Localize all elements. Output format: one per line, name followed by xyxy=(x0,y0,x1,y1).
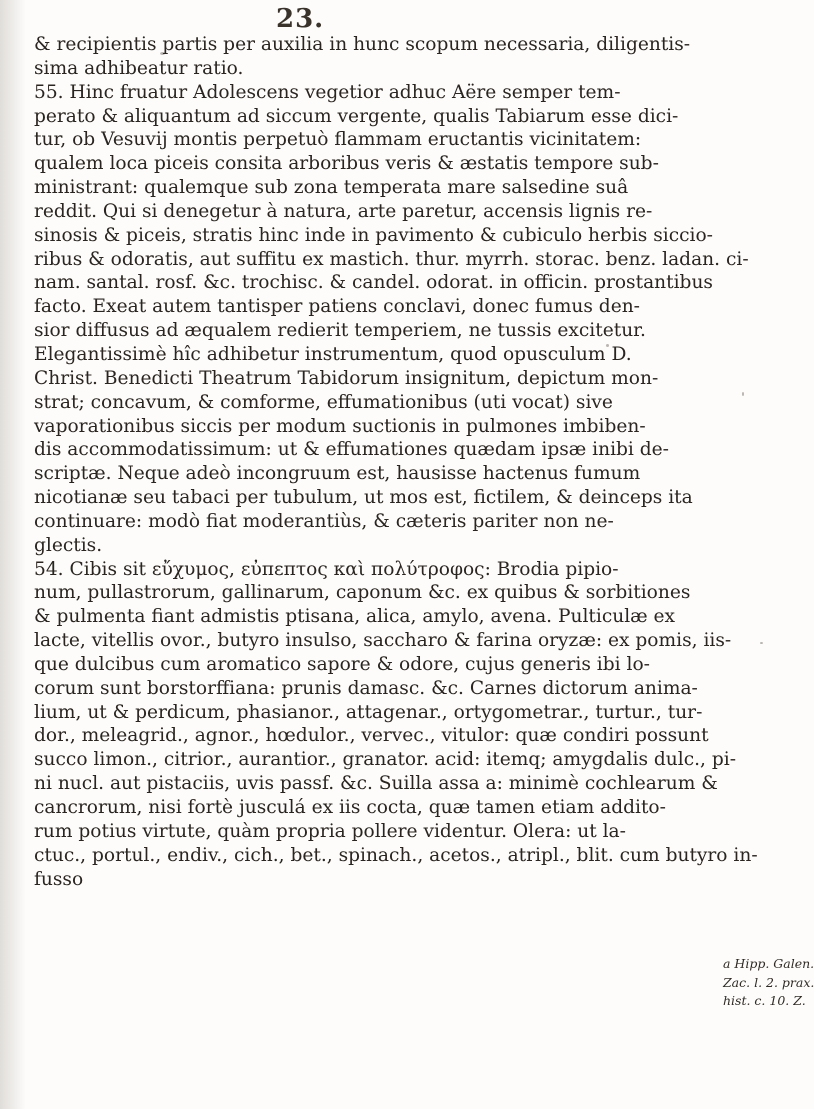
text-line: ministrant: qualemque sub zona temperata mare salsedine suâ xyxy=(34,177,629,199)
text-line: Christ. Benedicti Theatrum Tabidorum insignitum, depictum mon- xyxy=(34,367,659,389)
text-line: ribus & odoratis, aut suffitu ex mastich. thur. myrrh. storac. benz. ladan. ci- xyxy=(34,248,749,270)
text-line: & recipientis partis per auxilia in hunc scopum necessaria, diligentis- xyxy=(34,34,691,55)
text-line: nam. santal. rosf. &c. trochisc. & candel. odorat. in officin. prostantibus xyxy=(34,272,713,294)
text-line: rum potius virtute, quàm propria pollere videntur. Olera: ut la- xyxy=(34,820,626,842)
ink-speck xyxy=(742,392,744,396)
text-line: sima adhibeatur ratio. xyxy=(34,57,244,79)
margin-note-line: hist. c. 10. Z. xyxy=(723,993,806,1008)
text-line: que dulcibus cum aromatico sapore & odore, cujus generis ibi lo- xyxy=(34,653,650,675)
text-line: dis accommodatissimum: ut & effumationes quædam ipsæ inibi de- xyxy=(34,439,669,461)
text-line: nicotianæ seu tabaci per tubulum, ut mos est, fictilem, & deinceps ita xyxy=(34,487,693,509)
text-line: ni nucl. aut pistaciis, uvis passf. &c. Suilla assa a: minimè cochlearum & xyxy=(34,773,718,795)
text-line: Elegantissimè hîc adhibetur instrumentum, quod opusculum D. xyxy=(34,343,632,365)
text-line: ctuc., portul., endiv., cich., bet., spinach., acetos., atripl., blit. cum butyro in- xyxy=(34,844,758,866)
text-line: corum sunt borstorffiana: prunis damasc. &c. Carnes dictorum anima- xyxy=(34,677,698,699)
text-line: vaporationibus siccis per modum suctionis in pulmones imbiben- xyxy=(34,415,646,437)
text-line: fusso xyxy=(34,868,84,890)
ink-speck xyxy=(606,344,609,347)
text-line: facto. Exeat autem tantisper patiens conclavi, donec fumus den- xyxy=(34,296,640,318)
margin-note-line: a Hipp. Galen. xyxy=(723,956,814,971)
text-line: tur, ob Vesuvij montis perpetuò flammam eructantis vicinitatem: xyxy=(34,129,642,151)
text-line: num, pullastrorum, gallinarum, caponum &c. ex quibus & sorbitiones xyxy=(34,582,691,604)
text-line: sinosis & piceis, stratis hinc inde in pavimento & cubiculo herbis siccio- xyxy=(34,224,713,246)
page-edge-shadow xyxy=(0,0,26,1109)
text-line: scriptæ. Neque adeò incongruum est, hausisse hactenus fumum xyxy=(34,463,641,485)
text-line: succo limon., citrior., aurantior., granator. acid: itemq; amygdalis dulc., pi- xyxy=(34,749,736,771)
ink-speck xyxy=(160,52,165,55)
text-line: glectis. xyxy=(34,534,103,556)
text-line: sior diffusus ad æqualem redierit temperiem, ne tussis excitetur. xyxy=(34,320,646,342)
text-line: reddit. Qui si denegetur à natura, arte paretur, accensis lignis re- xyxy=(34,200,653,222)
margin-note-line: Zac. l. 2. prax. xyxy=(723,974,814,990)
text-line: strat; concavum, & comforme, effumationibus (uti vocat) sive xyxy=(34,391,613,413)
margin-note xyxy=(723,955,814,1011)
ink-speck xyxy=(760,642,763,644)
text-line: & pulmenta fiant admistis ptisana, alica, amylo, avena. Pulticulæ ex xyxy=(34,606,676,628)
text-line: cancrorum, nisi fortè jusculá ex iis cocta, quæ tamen etiam addito- xyxy=(34,797,666,818)
text-line: 55. Hinc fruatur Adolescens vegetior adhuc Aëre semper tem- xyxy=(34,81,621,103)
text-line: lacte, vitellis ovor., butyro insulso, saccharo & farina oryzæ: ex pomis, iis- xyxy=(34,630,732,652)
text-line: continuare: modò fiat moderantiùs, & cæteris pariter non ne- xyxy=(34,510,614,532)
text-line: qualem loca piceis consita arboribus veris & æstatis tempore sub- xyxy=(34,153,659,175)
body-text xyxy=(34,33,758,891)
page-number: 23. xyxy=(276,4,325,34)
text-line: perato & aliquantum ad siccum vergente, qualis Tabiarum esse dici- xyxy=(34,105,679,127)
text-line: dor., meleagrid., agnor., hœdulor., vervec., vitulor: quæ condiri possunt xyxy=(34,725,709,747)
text-line: lium, ut & perdicum, phasianor., attagenar., ortygometrar., turtur., tur- xyxy=(34,701,703,723)
text-line: 54. Cibis sit εὔχυμος, εὐπεπτος καὶ πολύτροφος: Brodia pipio- xyxy=(34,558,619,580)
